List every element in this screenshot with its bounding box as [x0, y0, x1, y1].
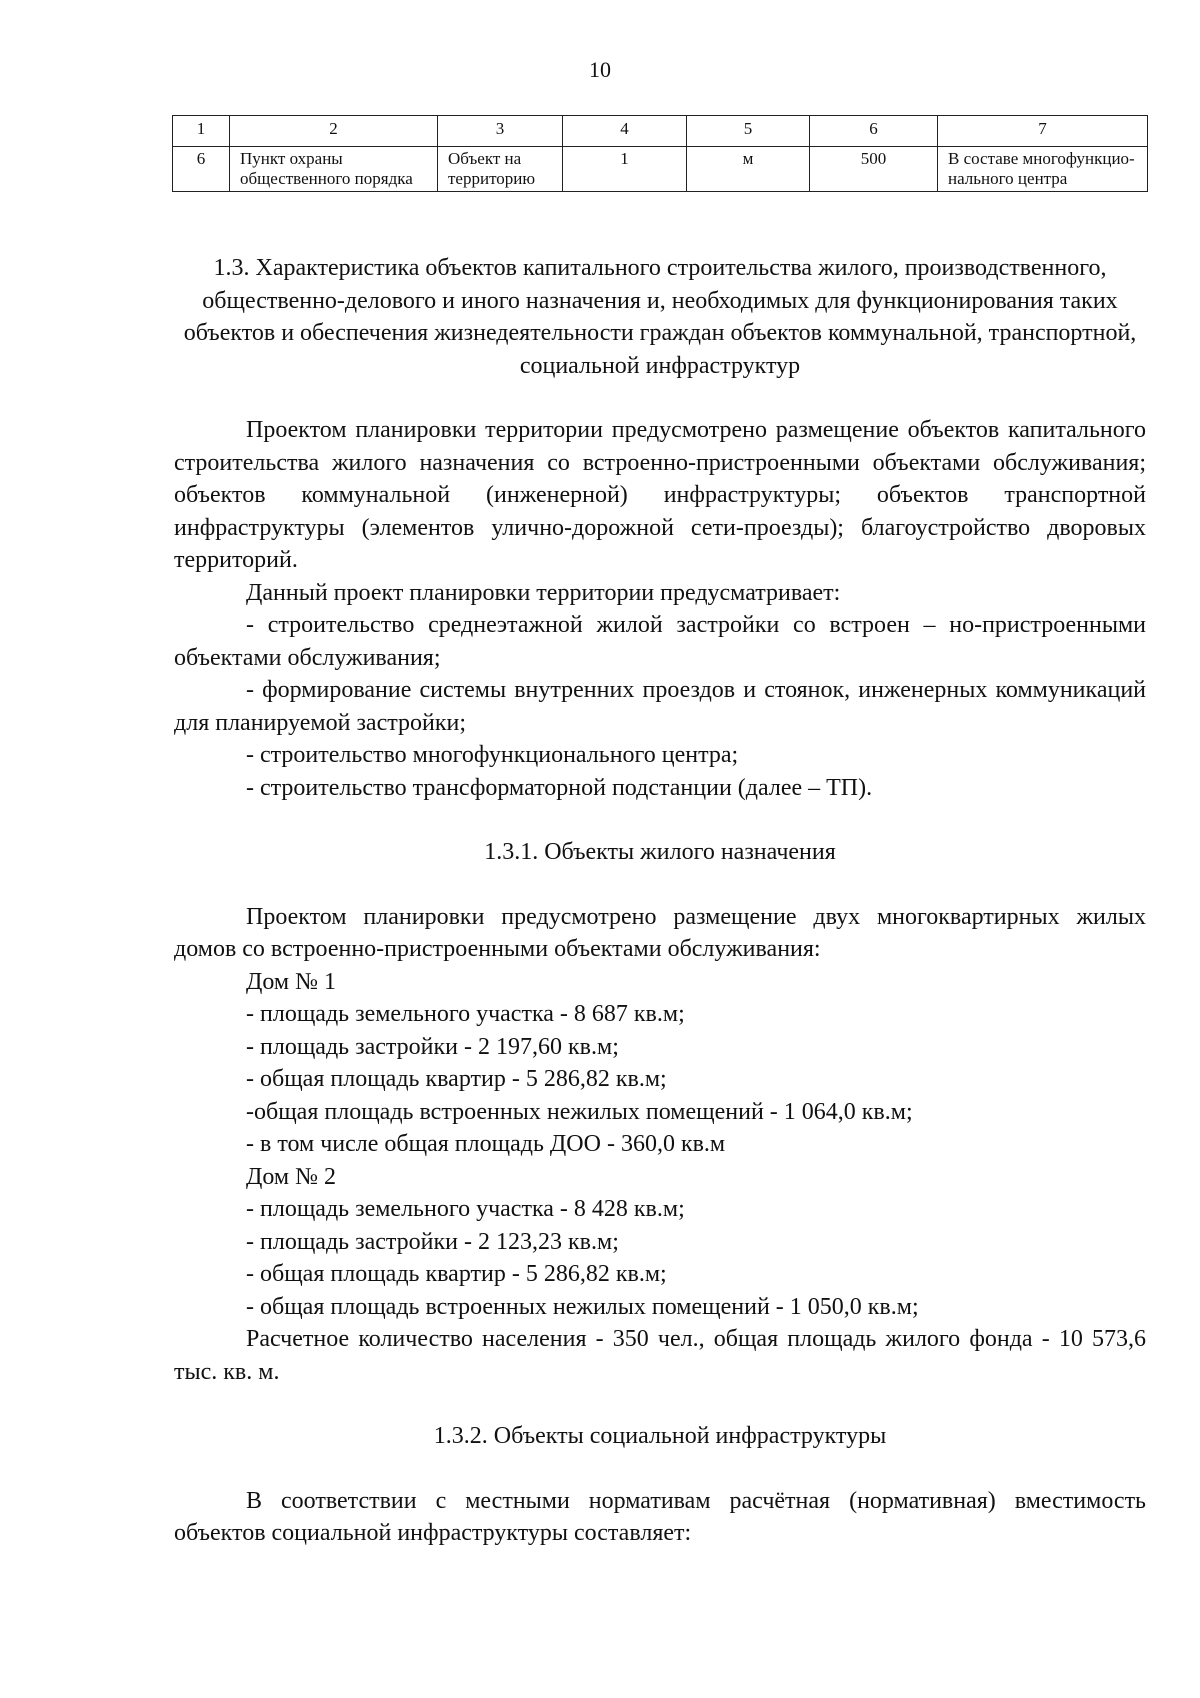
list-item: - площадь земельного участка - 8 428 кв.м;	[246, 1196, 685, 1222]
paragraph: Проектом планировки предусмотрено размещение двух многоквартирных жилых домов со встроенно-пристроенными объектами обслуживания:	[174, 903, 1146, 962]
table-header-cell: 3	[438, 116, 563, 147]
list-item: - общая площадь квартир - 5 286,82 кв.м;	[246, 1066, 667, 1092]
table-cell-unit: м	[687, 147, 810, 192]
table-cell-unit-basis: Объект на территорию	[438, 147, 563, 192]
table-header-cell: 1	[173, 116, 230, 147]
section-heading-1-3: 1.3. Характеристика объектов капитального строительства жилого, производственного, общественно-делового и иного назначения и, необходимых для функционирования таких объектов и обеспечения жизнедеятельности граждан объектов коммунальной, транспортной, социальной инфраструктур	[183, 255, 1137, 379]
paragraph: Данный проект планировки территории предусматривает:	[246, 579, 841, 606]
table-header-cell: 4	[563, 116, 687, 147]
page-number: 10	[589, 57, 611, 82]
list-item: - формирование системы внутренних проездов и стоянок, инженерных коммуникаций для планируемой застройки;	[174, 677, 1146, 736]
paragraph: Проектом планировки территории предусмотрено размещение объектов капитального строительства жилого назначения со встроенно-пристроенными объектами обслуживания; объектов коммунальной (инженерной) инфраструктуры; объектов транспортной инфраструктуры (элементов улично-дорожной сети-проезды); благоустройство дворовых территорий.	[174, 417, 1146, 573]
table-cell-name: Пункт охраны общественного порядка	[230, 147, 438, 192]
list-item: - строительство трансформаторной подстанции (далее – ТП).	[246, 774, 873, 801]
list-item: - строительство среднеэтажной жилой застройки со встроен – но-пристроенными объектами обслуживания;	[174, 612, 1146, 671]
list-item: - площадь земельного участка - 8 687 кв.м;	[246, 1001, 685, 1027]
list-item: - общая площадь встроенных нежилых помещений - 1 050,0 кв.м;	[246, 1293, 919, 1320]
table-cell-note: В составе многофункцио-нального центра	[938, 147, 1148, 192]
list-item: Дом № 1	[246, 968, 336, 995]
list-item: - общая площадь квартир - 5 286,82 кв.м;	[246, 1261, 667, 1287]
table-header-cell: 2	[230, 116, 438, 147]
table-header-cell: 7	[938, 116, 1148, 147]
list-item: - строительство многофункционального центра;	[246, 742, 739, 768]
list-item: -общая площадь встроенных нежилых помещений - 1 064,0 кв.м;	[246, 1098, 913, 1125]
table-cell-quantity: 1	[563, 147, 687, 192]
table-row	[173, 147, 1148, 192]
table-cell-number: 6	[173, 147, 230, 192]
list-item: - площадь застройки - 2 123,23 кв.м;	[246, 1228, 619, 1255]
document-body	[174, 252, 1146, 1550]
list-item: Дом № 2	[246, 1163, 336, 1190]
paragraph: В соответствии с местными нормативам расчётная (нормативная) вместимость объектов социальной инфраструктуры составляет:	[174, 1487, 1146, 1546]
section-heading-1-3-1: 1.3.1. Объекты жилого назначения	[484, 839, 836, 865]
list-item: - в том числе общая площадь ДОО - 360,0 кв.м	[246, 1131, 726, 1157]
section-heading-1-3-2: 1.3.2. Объекты социальной инфраструктуры	[433, 1423, 887, 1449]
paragraph: Расчетное количество населения - 350 чел., общая площадь жилого фонда - 10 573,6 тыс. кв. м.	[174, 1326, 1146, 1385]
table-cell-radius: 500	[810, 147, 938, 192]
objects-table	[172, 115, 1148, 192]
list-item: - площадь застройки - 2 197,60 кв.м;	[246, 1033, 619, 1060]
table-header-row	[173, 116, 1148, 147]
table-header-cell: 5	[687, 116, 810, 147]
table-header-cell: 6	[810, 116, 938, 147]
